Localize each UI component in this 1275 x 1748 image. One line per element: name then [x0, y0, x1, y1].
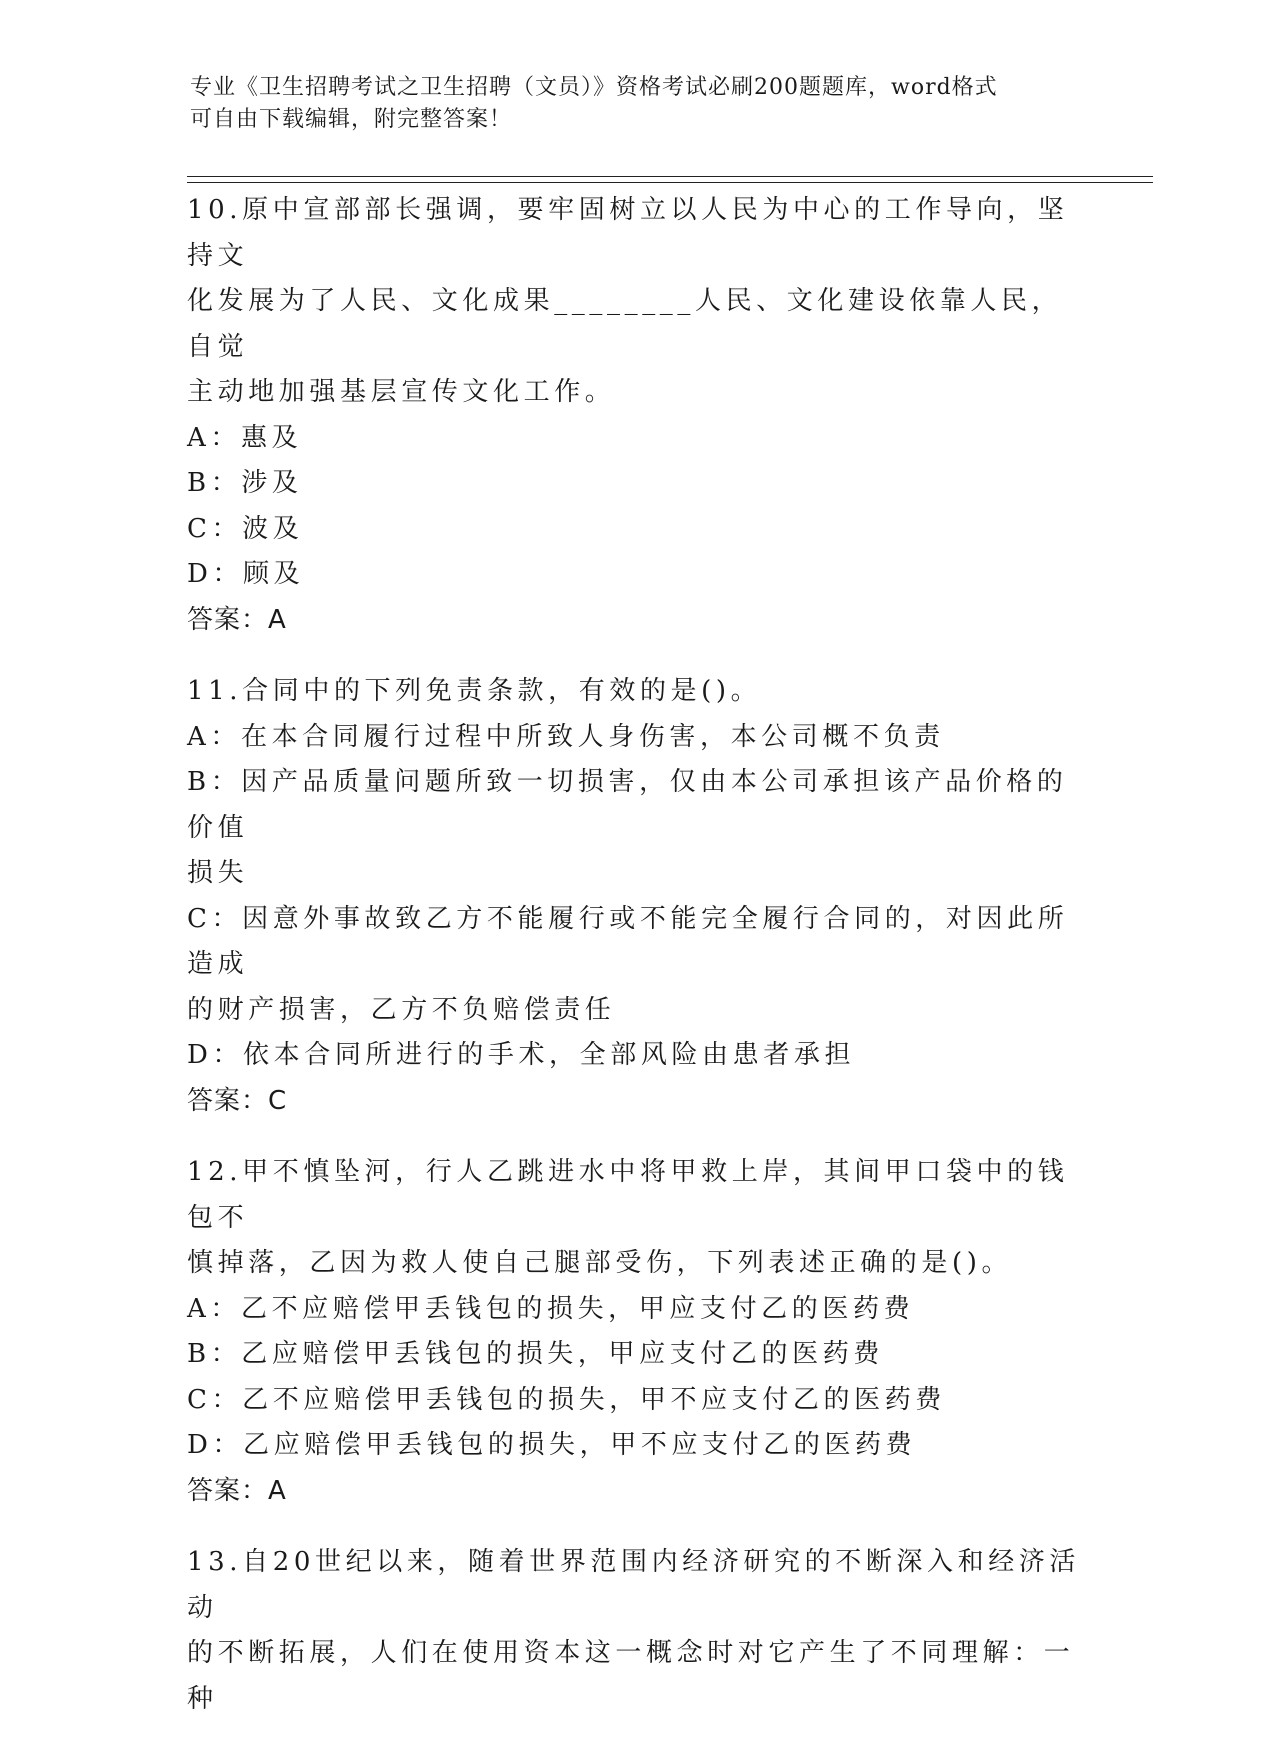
document-header — [190, 72, 1090, 136]
answer-key: 答案：C — [187, 1085, 288, 1116]
question-stem-line: 的不断拓展，人们在使用资本这一概念时对它产生了不同理解：一种 — [187, 1638, 1075, 1714]
question-stem-line: 主动地加强基层宣传文化工作。 — [187, 377, 616, 407]
answer-option-line: B：因产品质量问题所致一切损害，仅由本公司承担该产品价格的价值 — [187, 767, 1068, 843]
answer-option-line: A：乙不应赔偿甲丢钱包的损失，甲应支付乙的医药费 — [187, 1293, 915, 1324]
answer-option-line: 的财产损害，乙方不负赔偿责任 — [187, 994, 616, 1025]
answer-option-line: C：因意外事故致乙方不能履行或不能完全履行合同的，对因此所造成 — [187, 903, 1069, 979]
answer-option-line: C：波及 — [187, 513, 304, 544]
question-stem-line: 10.原中宣部部长强调，要牢固树立以人民为中心的工作导向，坚持文 — [187, 195, 1069, 271]
answer-option-line: A：在本合同履行过程中所致人身伤害，本公司概不负责 — [187, 721, 945, 752]
question-block — [187, 1540, 1087, 1722]
question-stem-line: 13.自20世纪以来，随着世界范围内经济研究的不断深入和经济活动 — [187, 1547, 1081, 1623]
question-stem-line: 慎掉落，乙因为救人使自己腿部受伤，下列表述正确的是()。 — [187, 1248, 1013, 1278]
question-block — [187, 188, 1087, 643]
question-block — [187, 669, 1087, 1124]
answer-option-line: B：乙应赔偿甲丢钱包的损失，甲应支付乙的医药费 — [187, 1339, 884, 1369]
question-block — [187, 1150, 1087, 1514]
question-stem-line: 12.甲不慎坠河，行人乙跳进水中将甲救上岸，其间甲口袋中的钱包不 — [187, 1157, 1069, 1233]
answer-option-line: A：惠及 — [187, 422, 303, 453]
answer-key: 答案：A — [187, 604, 287, 635]
question-list — [187, 188, 1087, 1748]
answer-option-line: 损失 — [187, 858, 249, 888]
header-line-2: 可自由下载编辑，附完整答案！ — [190, 107, 513, 132]
header-divider-top — [187, 176, 1153, 177]
answer-option-line: B：涉及 — [187, 468, 303, 498]
answer-key: 答案：A — [187, 1475, 287, 1506]
answer-option-line: D：乙应赔偿甲丢钱包的损失，甲不应支付乙的医药费 — [187, 1430, 917, 1460]
header-divider-bottom — [187, 182, 1153, 183]
answer-option-line: C：乙不应赔偿甲丢钱包的损失，甲不应支付乙的医药费 — [187, 1384, 946, 1415]
header-line-1: 专业《卫生招聘考试之卫生招聘（文员）》资格考试必刷200题题库，word格式 — [190, 75, 998, 100]
answer-option-line: D：依本合同所进行的手术，全部风险由患者承担 — [187, 1040, 856, 1070]
answer-option-line: D：顾及 — [187, 559, 305, 589]
question-stem-line: 11.合同中的下列免责条款，有效的是()。 — [187, 676, 762, 706]
question-stem-line: 化发展为了人民、文化成果________人民、文化建设依靠人民，自觉 — [187, 286, 1063, 362]
